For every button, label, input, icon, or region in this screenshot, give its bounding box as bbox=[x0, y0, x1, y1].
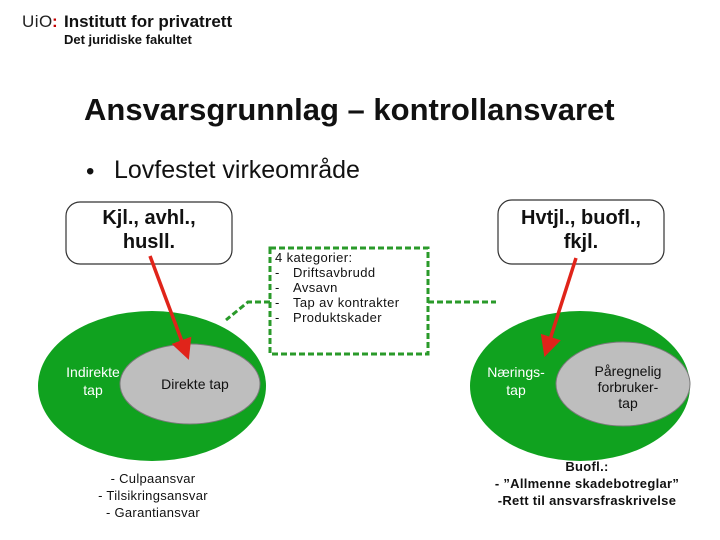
business-loss-line: Nærings- bbox=[487, 364, 545, 380]
indirect-loss-line: tap bbox=[83, 382, 103, 398]
dashed-connector-left bbox=[226, 302, 270, 320]
liability-item: Buofl.: bbox=[565, 459, 609, 474]
business-loss-line: tap bbox=[506, 382, 526, 398]
consumer-loss-line: tap bbox=[618, 395, 638, 411]
category-dash: - bbox=[275, 310, 280, 325]
liability-item: - Tilsikringsansvar bbox=[98, 488, 208, 503]
categories-list bbox=[275, 250, 425, 325]
direct-loss-label: Direkte tap bbox=[161, 376, 229, 392]
right-statute-line: Hvtjl., buofl., bbox=[521, 207, 641, 229]
right-statute-line: fkjl. bbox=[563, 231, 599, 253]
left-statute-label bbox=[66, 206, 232, 254]
uio-logo: UiO bbox=[22, 12, 53, 31]
category-item bbox=[275, 280, 425, 295]
category-dash: - bbox=[275, 295, 280, 310]
category-label: Produktskader bbox=[293, 310, 383, 325]
bullet-marker: • bbox=[86, 158, 95, 185]
category-label: Avsavn bbox=[293, 280, 338, 295]
liability-item: - ”Allmenne skadebotreglar” bbox=[494, 476, 680, 491]
uio-logo-colon: : bbox=[52, 12, 58, 31]
indirect-loss-line: Indirekte bbox=[66, 364, 120, 380]
categories-heading: 4 kategorier: bbox=[275, 250, 353, 265]
category-item bbox=[275, 265, 425, 280]
liability-item: - Culpaansvar bbox=[110, 471, 196, 486]
indirect-loss-label bbox=[56, 363, 130, 399]
liability-item: - Garantiansvar bbox=[105, 505, 201, 520]
category-item bbox=[275, 310, 425, 325]
bullet-text: Lovfestet virkeområde bbox=[114, 156, 360, 184]
consumer-loss-label bbox=[580, 363, 676, 411]
category-dash: - bbox=[275, 280, 280, 295]
consumer-loss-line: Påregnelig bbox=[594, 363, 662, 379]
consumer-loss-line: forbruker- bbox=[597, 379, 659, 395]
slide-title: Ansvarsgrunnlag – kontrollansvaret bbox=[84, 92, 615, 127]
institute-name: Institutt for privatrett bbox=[64, 12, 233, 31]
liability-item: -Rett til ansvarsfraskrivelse bbox=[497, 493, 677, 508]
right-liability-list bbox=[482, 458, 692, 509]
right-statute-label bbox=[498, 206, 664, 254]
left-statute-line: Kjl., avhl., bbox=[102, 207, 196, 229]
category-label: Tap av kontrakter bbox=[293, 295, 400, 310]
left-statute-line: husll. bbox=[122, 231, 176, 253]
faculty-name: Det juridiske fakultet bbox=[64, 32, 192, 47]
category-item bbox=[275, 295, 425, 310]
business-loss-label bbox=[474, 363, 558, 399]
category-label: Driftsavbrudd bbox=[293, 265, 376, 280]
category-dash: - bbox=[275, 265, 280, 280]
left-liability-list bbox=[64, 470, 242, 521]
